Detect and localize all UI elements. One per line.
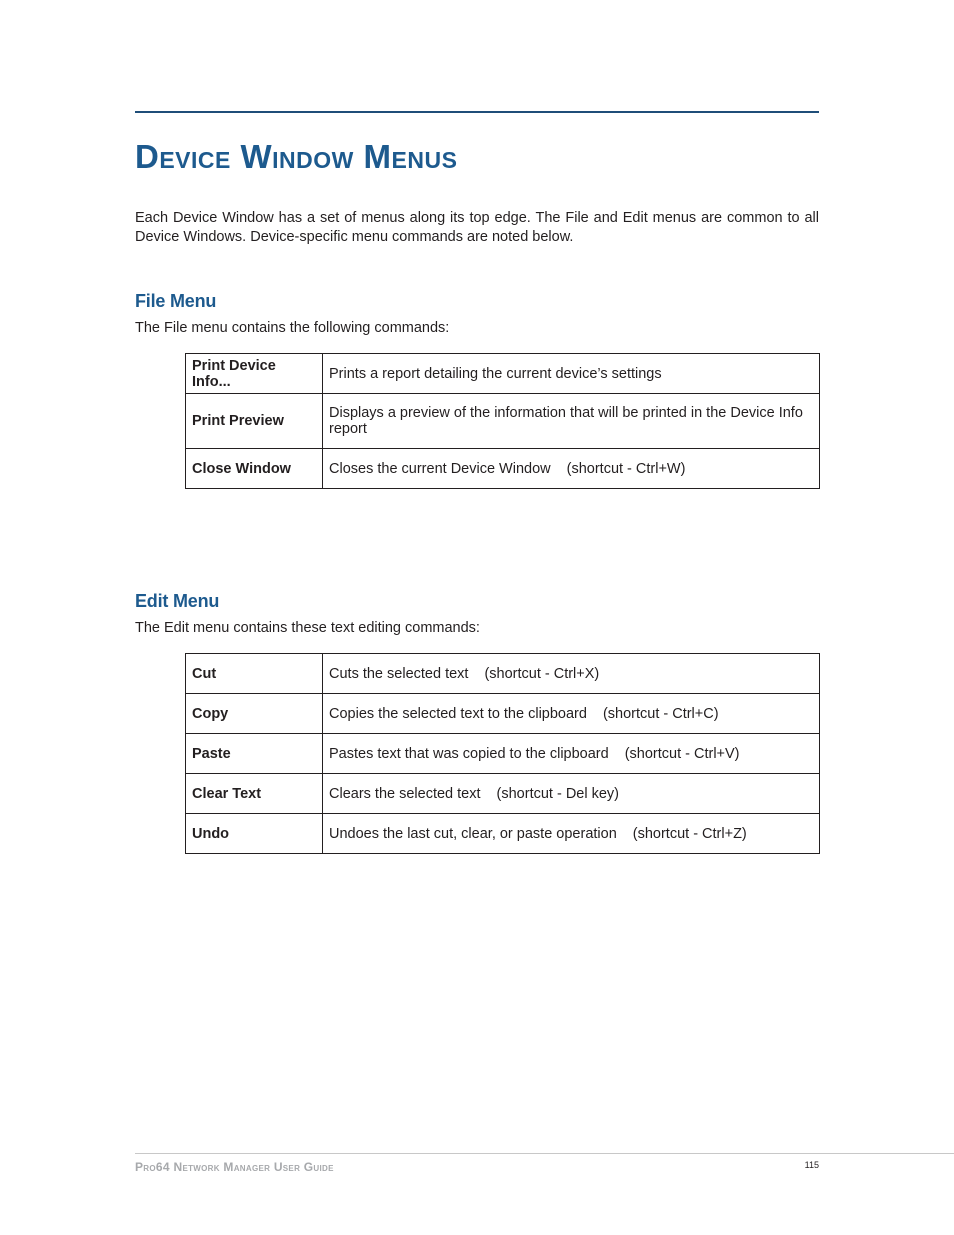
command-name: Clear Text: [186, 774, 323, 814]
table-row: [186, 654, 820, 694]
command-description: [323, 394, 820, 449]
table-row: [186, 449, 820, 489]
shortcut-text: (shortcut - Ctrl+V): [624, 745, 740, 762]
description-text: Displays a preview of the information that will be printed in the Device Info report: [329, 405, 803, 437]
command-description: [323, 734, 820, 774]
file-menu-intro: The File menu contains the following commands:: [135, 320, 450, 336]
shortcut-text: (shortcut - Ctrl+X): [484, 665, 600, 682]
table-row: [186, 694, 820, 734]
edit-menu-table: [185, 653, 820, 854]
footer-guide-title: Pro64 Network Manager User Guide: [135, 1160, 334, 1174]
intro-paragraph: Each Device Window has a set of menus along its top edge. The File and Edit menus are common to all Device Windows. Device-specific menu commands are noted below.: [135, 210, 819, 245]
command-description: [323, 814, 820, 854]
command-name: Copy: [186, 694, 323, 734]
table-row: [186, 814, 820, 854]
edit-menu-heading: Edit Menu: [135, 591, 220, 611]
file-menu-table: [185, 353, 820, 489]
page-title: Device Window Menus: [135, 138, 458, 175]
page-number: 115: [804, 1160, 819, 1170]
edit-menu-intro: The Edit menu contains these text editing commands:: [135, 620, 480, 636]
shortcut-text: (shortcut - Ctrl+W): [566, 460, 686, 477]
command-name: Cut: [186, 654, 323, 694]
shortcut-text: (shortcut - Ctrl+C): [602, 705, 719, 722]
command-name: Undo: [186, 814, 323, 854]
command-name: Close Window: [186, 449, 323, 489]
footer-rule: [135, 1153, 954, 1154]
command-name: Paste: [186, 734, 323, 774]
command-description: [323, 354, 820, 394]
command-description: [323, 774, 820, 814]
title-rule: [135, 111, 819, 113]
description-text: Prints a report detailing the current device’s settings: [329, 365, 662, 382]
shortcut-text: (shortcut - Del key): [496, 785, 620, 802]
description-text: Copies the selected text to the clipboard: [329, 705, 587, 722]
table-row: [186, 394, 820, 449]
description-text: Cuts the selected text: [329, 665, 469, 682]
command-name: Print Preview: [186, 394, 323, 449]
table-row: [186, 354, 820, 394]
shortcut-text: (shortcut - Ctrl+Z): [632, 825, 747, 842]
command-description: [323, 449, 820, 489]
description-text: Closes the current Device Window: [329, 460, 551, 477]
command-description: [323, 694, 820, 734]
table-row: [186, 734, 820, 774]
command-name: Print Device Info...: [186, 354, 323, 394]
command-description: [323, 654, 820, 694]
description-text: Undoes the last cut, clear, or paste operation: [329, 825, 617, 842]
description-text: Clears the selected text: [329, 785, 481, 802]
file-menu-heading: File Menu: [135, 291, 217, 311]
description-text: Pastes text that was copied to the clipboard: [329, 745, 609, 762]
table-row: [186, 774, 820, 814]
